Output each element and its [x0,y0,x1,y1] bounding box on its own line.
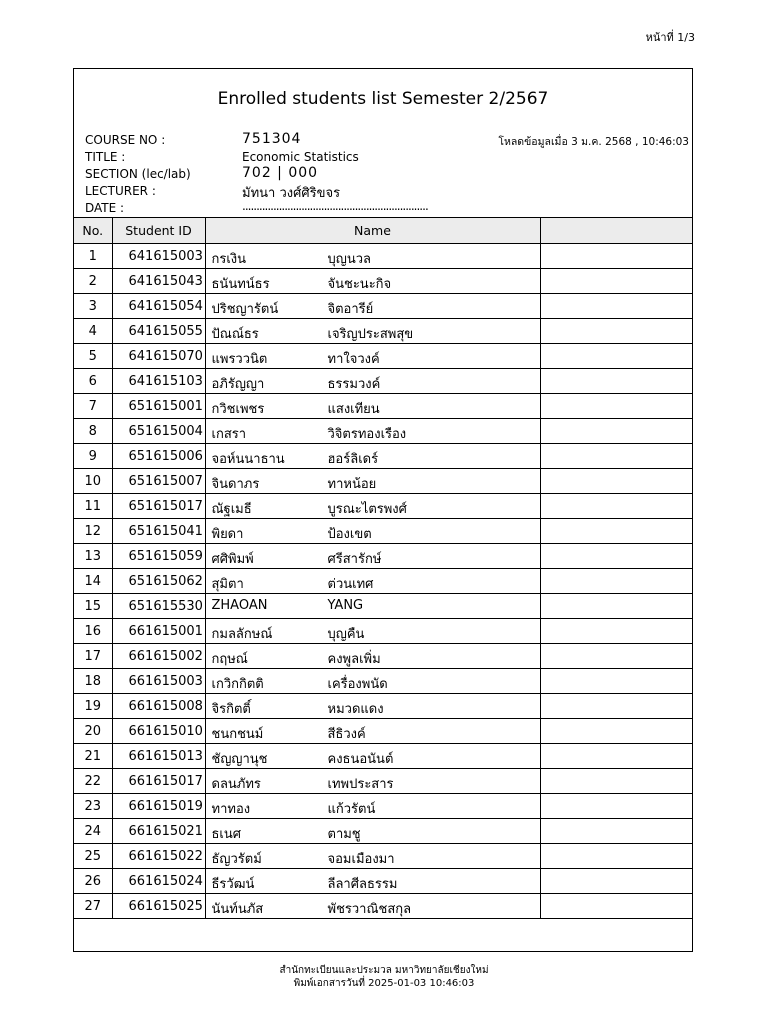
student-name [205,544,540,569]
student-id: 661615008 [112,694,205,719]
signature-cell [540,269,692,294]
student-name [205,269,540,294]
last-name: ต่วนเทศ [327,577,374,592]
row-number: 27 [74,894,112,919]
section-value: 702 | 000 [242,165,319,181]
student-id: 661615003 [112,669,205,694]
row-number: 23 [74,794,112,819]
signature-cell [540,519,692,544]
table-row [74,294,692,319]
header-blank [540,218,692,244]
first-name: สุมิตา [211,577,244,592]
student-id: 651615041 [112,519,205,544]
student-name [205,869,540,894]
table-row [74,644,692,669]
student-id: 651615530 [112,594,205,619]
table-row [74,319,692,344]
date-label: DATE : [85,201,125,215]
signature-cell [540,894,692,919]
row-number: 4 [74,319,112,344]
first-name: จิรกิตติ์ [211,702,251,717]
date-blank-line: .................................................................. [242,199,428,213]
footer-office: สำนักทะเบียนและประมวล มหาวิทยาลัยเชียงใหม่ [279,965,489,976]
row-number: 25 [74,844,112,869]
row-number: 7 [74,394,112,419]
table-row [74,694,692,719]
first-name: เกวิกกิตติ [211,677,264,692]
first-name: เกสรา [211,427,247,442]
student-name [205,644,540,669]
signature-cell [540,694,692,719]
last-name: เจริญประสพสุข [327,327,414,342]
first-name: ชนกชนม์ [211,727,264,742]
row-number: 19 [74,694,112,719]
last-name: บุญคืน [327,627,365,642]
signature-cell [540,619,692,644]
signature-cell [540,844,692,869]
signature-cell [540,819,692,844]
table-row [74,269,692,294]
last-name: ตามชู [327,827,361,842]
student-name [205,819,540,844]
signature-cell [540,719,692,744]
student-name [205,744,540,769]
student-id: 661615025 [112,894,205,919]
student-name [205,569,540,594]
first-name: ปริชญารัตน์ [211,302,279,317]
last-name: เทพประสาร [327,777,394,792]
student-id: 651615017 [112,494,205,519]
last-name: ฮอร์ลิเดร์ [327,452,379,467]
student-name [205,344,540,369]
last-name: จันชะนะกิจ [327,277,392,292]
download-timestamp: โหลดข้อมูลเมื่อ 3 ม.ค. 2568 , 10:46:03 [498,136,689,148]
table-row [74,794,692,819]
first-name: จินดาภร [211,477,260,492]
last-name: จอมเมืองมา [327,852,395,867]
last-name: แก้วรัตน์ [327,802,376,817]
last-name: ทาหน้อย [327,477,377,492]
page-number: หน้าที่ 1/3 [645,31,695,44]
student-table [74,217,692,919]
first-name: ZHAOAN [211,598,268,613]
signature-cell [540,394,692,419]
course-title-value: Economic Statistics [242,150,359,164]
first-name: จอห์นนาธาน [211,452,285,467]
student-name [205,319,540,344]
lecturer-label: LECTURER : [85,184,156,198]
student-name [205,394,540,419]
student-id: 661615021 [112,819,205,844]
footer [0,964,768,990]
student-name [205,769,540,794]
last-name: วิจิตรทองเรือง [327,427,407,442]
student-id: 661615001 [112,619,205,644]
last-name: ลีลาศีลธรรม [327,877,398,892]
first-name: กวิชเพชร [211,402,265,417]
student-id: 651615001 [112,394,205,419]
last-name: แสงเทียน [327,402,380,417]
table-row [74,369,692,394]
last-name: ป้องเขต [327,527,372,542]
student-name [205,244,540,269]
row-number: 24 [74,819,112,844]
signature-cell [540,344,692,369]
last-name: คงธนอนันต์ [327,752,394,767]
table-row [74,444,692,469]
last-name: พัชรวาณิชสกุล [327,902,412,917]
signature-cell [540,769,692,794]
student-id: 661615010 [112,719,205,744]
row-number: 1 [74,244,112,269]
row-number: 13 [74,544,112,569]
student-name [205,844,540,869]
student-name [205,494,540,519]
student-id: 641615003 [112,244,205,269]
student-name [205,444,540,469]
section-label: SECTION (lec/lab) [85,167,191,181]
row-number: 21 [74,744,112,769]
lecturer-value: มัทนา วงศ์ศิริขจร [242,186,341,201]
table-row [74,419,692,444]
signature-cell [540,319,692,344]
table-row [74,594,692,619]
enrollment-sheet [73,68,693,952]
signature-cell [540,544,692,569]
signature-cell [540,419,692,444]
first-name: ทาทอง [211,802,251,817]
last-name: คงพูลเพิ่ม [327,652,381,667]
last-name: บูรณะไตรพงศ์ [327,502,407,517]
student-name [205,519,540,544]
student-name [205,619,540,644]
row-number: 12 [74,519,112,544]
student-id: 661615017 [112,769,205,794]
table-row [74,519,692,544]
table-row [74,869,692,894]
first-name: นันท์นภัส [211,902,264,917]
table-row [74,844,692,869]
student-id: 651615007 [112,469,205,494]
row-number: 17 [74,644,112,669]
table-row [74,669,692,694]
student-name [205,469,540,494]
table-row [74,894,692,919]
row-number: 10 [74,469,112,494]
first-name: กมลลักษณ์ [211,627,273,642]
student-name [205,694,540,719]
table-header-row [74,218,692,244]
first-name: ชัญญานุช [211,752,268,767]
table-row [74,619,692,644]
table-row [74,544,692,569]
signature-cell [540,744,692,769]
first-name: ธีรวัฒน์ [211,877,255,892]
student-id: 641615103 [112,369,205,394]
student-id: 661615002 [112,644,205,669]
row-number: 2 [74,269,112,294]
signature-cell [540,369,692,394]
first-name: ปัณณ์ธร [211,327,259,342]
student-id: 651615062 [112,569,205,594]
signature-cell [540,569,692,594]
row-number: 15 [74,594,112,619]
table-row [74,719,692,744]
student-id: 641615055 [112,319,205,344]
table-row [74,244,692,269]
last-name: หมวดแดง [327,702,384,717]
last-name: บุญนวล [327,252,371,267]
student-name [205,369,540,394]
table-row [74,394,692,419]
signature-cell [540,294,692,319]
student-id: 661615024 [112,869,205,894]
student-name [205,794,540,819]
last-name: ทาใจวงค์ [327,352,380,367]
signature-cell [540,669,692,694]
student-id: 661615019 [112,794,205,819]
student-name [205,419,540,444]
student-id: 641615070 [112,344,205,369]
last-name: สีธิวงค์ [327,727,366,742]
student-id: 641615043 [112,269,205,294]
course-no-value: 751304 [242,131,302,147]
last-name: ธรรมวงค์ [327,377,381,392]
student-name [205,294,540,319]
signature-cell [540,594,692,619]
student-id: 651615006 [112,444,205,469]
student-id: 651615004 [112,419,205,444]
row-number: 16 [74,619,112,644]
row-number: 18 [74,669,112,694]
header-name: Name [205,218,540,244]
first-name: อภิรัญญา [211,377,265,392]
row-number: 9 [74,444,112,469]
row-number: 20 [74,719,112,744]
first-name: ธเนศ [211,827,242,842]
last-name: ศรีสารักษ์ [327,552,382,567]
first-name: ธัญวรัตม์ [211,852,262,867]
header-student-id: Student ID [112,218,205,244]
document-title: Enrolled students list Semester 2/2567 [217,89,549,109]
signature-cell [540,244,692,269]
student-name [205,894,540,919]
table-row [74,344,692,369]
row-number: 14 [74,569,112,594]
student-id: 651615059 [112,544,205,569]
header-no: No. [74,218,112,244]
first-name: แพรววนิต [211,352,268,367]
first-name: พิยดา [211,527,244,542]
title-label: TITLE : [85,150,126,164]
first-name: ธนันทน์ธร [211,277,270,292]
row-number: 5 [74,344,112,369]
student-id: 661615022 [112,844,205,869]
last-name: YANG [327,598,364,613]
course-no-label: COURSE NO : [85,133,166,147]
student-name [205,669,540,694]
signature-cell [540,469,692,494]
row-number: 3 [74,294,112,319]
footer-print-date: พิมพ์เอกสารวันที่ 2025-01-03 10:46:03 [293,978,475,989]
row-number: 8 [74,419,112,444]
first-name: ศศิพิมพ์ [211,552,254,567]
table-row [74,469,692,494]
signature-cell [540,444,692,469]
first-name: ดลนภัทร [211,777,261,792]
first-name: ณัฐเมธี [211,502,252,517]
first-name: กฤษณ์ [211,652,248,667]
row-number: 11 [74,494,112,519]
table-row [74,569,692,594]
student-name [205,594,540,619]
student-name [205,719,540,744]
student-id: 641615054 [112,294,205,319]
signature-cell [540,494,692,519]
signature-cell [540,644,692,669]
table-row [74,769,692,794]
last-name: เครื่องพนัด [327,677,388,692]
row-number: 26 [74,869,112,894]
student-id: 661615013 [112,744,205,769]
first-name: กรเงิน [211,252,247,267]
table-row [74,744,692,769]
table-row [74,494,692,519]
signature-cell [540,869,692,894]
row-number: 6 [74,369,112,394]
signature-cell [540,794,692,819]
row-number: 22 [74,769,112,794]
last-name: จิตอารีย์ [327,302,374,317]
table-row [74,819,692,844]
